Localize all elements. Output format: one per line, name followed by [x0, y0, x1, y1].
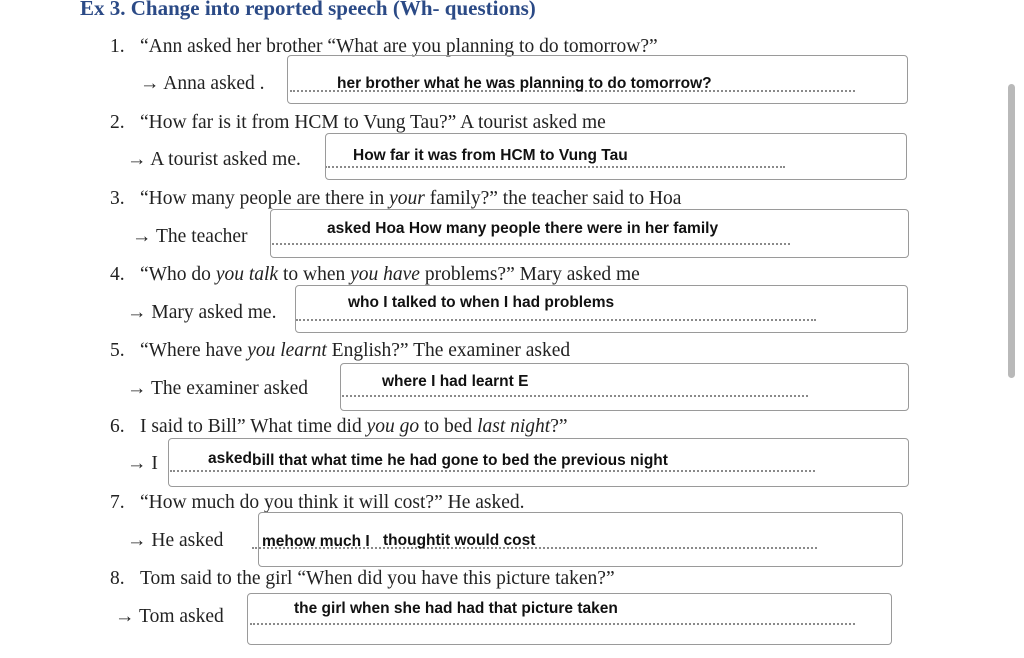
- question-emphasis: you go: [366, 416, 420, 437]
- answer-8: the girl when she had had that picture taken: [294, 600, 618, 617]
- answer-6b: bill that what time he had gone to bed the previous night: [252, 452, 668, 469]
- question-emphasis: your: [389, 188, 425, 209]
- scrollbar-thumb[interactable]: [1008, 84, 1015, 378]
- answer-3: asked Hoa How many people there were in her family: [327, 220, 719, 237]
- prompt-2: → A tourist asked me.: [127, 149, 301, 170]
- question-text: “Who do: [140, 264, 216, 285]
- question-emphasis: you have: [350, 264, 420, 285]
- question-3: [110, 188, 681, 210]
- question-text: “Ann asked her brother “What are you planning to do tomorrow?”: [140, 36, 658, 57]
- prompt-7: → He asked: [127, 530, 224, 551]
- question-text: “How many people are there in: [140, 188, 390, 209]
- question-6: [110, 416, 568, 438]
- question-number: 2.: [110, 112, 125, 133]
- answer-7a: mehow much I: [262, 533, 370, 550]
- answer-2: How far it was from HCM to Vung Tau: [353, 147, 628, 164]
- answer-6a: asked: [208, 450, 252, 467]
- question-7: [110, 492, 525, 514]
- prompt-1: → Anna asked .: [140, 73, 265, 94]
- answer-4: who I talked to when I had problems: [348, 294, 615, 311]
- question-text: English?” The examiner asked: [326, 340, 571, 361]
- question-text: family?” the teacher said to Hoa: [424, 188, 682, 209]
- prompt-5: → The examiner asked: [127, 378, 309, 399]
- question-number: 5.: [110, 340, 125, 361]
- question-text: “How far is it from HCM to Vung Tau?” A tourist asked me: [140, 112, 606, 133]
- question-2: [110, 112, 606, 134]
- question-5: [110, 340, 570, 362]
- question-4: [110, 264, 640, 286]
- prompt-6: → I: [127, 453, 158, 474]
- question-number: 4.: [110, 264, 125, 285]
- question-text: “Where have: [140, 340, 248, 361]
- question-emphasis: you: [215, 264, 244, 285]
- question-number: 8.: [110, 568, 125, 589]
- question-text: ?”: [550, 416, 568, 437]
- answer-1: her brother what he was planning to do tomorrow?: [337, 75, 712, 92]
- question-text: to when: [278, 264, 351, 285]
- question-8: [110, 568, 615, 590]
- answer-7b: thoughtit would cost: [383, 532, 536, 549]
- prompt-4: → Mary asked me.: [127, 302, 277, 323]
- question-number: 7.: [110, 492, 125, 513]
- question-text: problems?” Mary asked me: [419, 264, 640, 285]
- question-text: “How much do you think it will cost?” He asked.: [140, 492, 525, 513]
- prompt-8: → Tom asked: [115, 606, 224, 627]
- exercise-title: Ex 3. Change into reported speech (Wh- questions): [80, 0, 536, 20]
- answer-5: where I had learnt E: [382, 373, 529, 390]
- question-emphasis: last night: [477, 416, 551, 437]
- prompt-3: → The teacher: [132, 226, 248, 247]
- question-text: Tom said to the girl “When did you have this picture taken?”: [140, 568, 615, 589]
- question-emphasis: talk: [248, 264, 279, 285]
- question-number: 6.: [110, 416, 125, 437]
- question-emphasis: you learnt: [247, 340, 327, 361]
- question-number: 1.: [110, 36, 125, 57]
- question-number: 3.: [110, 188, 125, 209]
- question-text: I said to Bill” What time did: [140, 416, 367, 437]
- question-text: to bed: [419, 416, 478, 437]
